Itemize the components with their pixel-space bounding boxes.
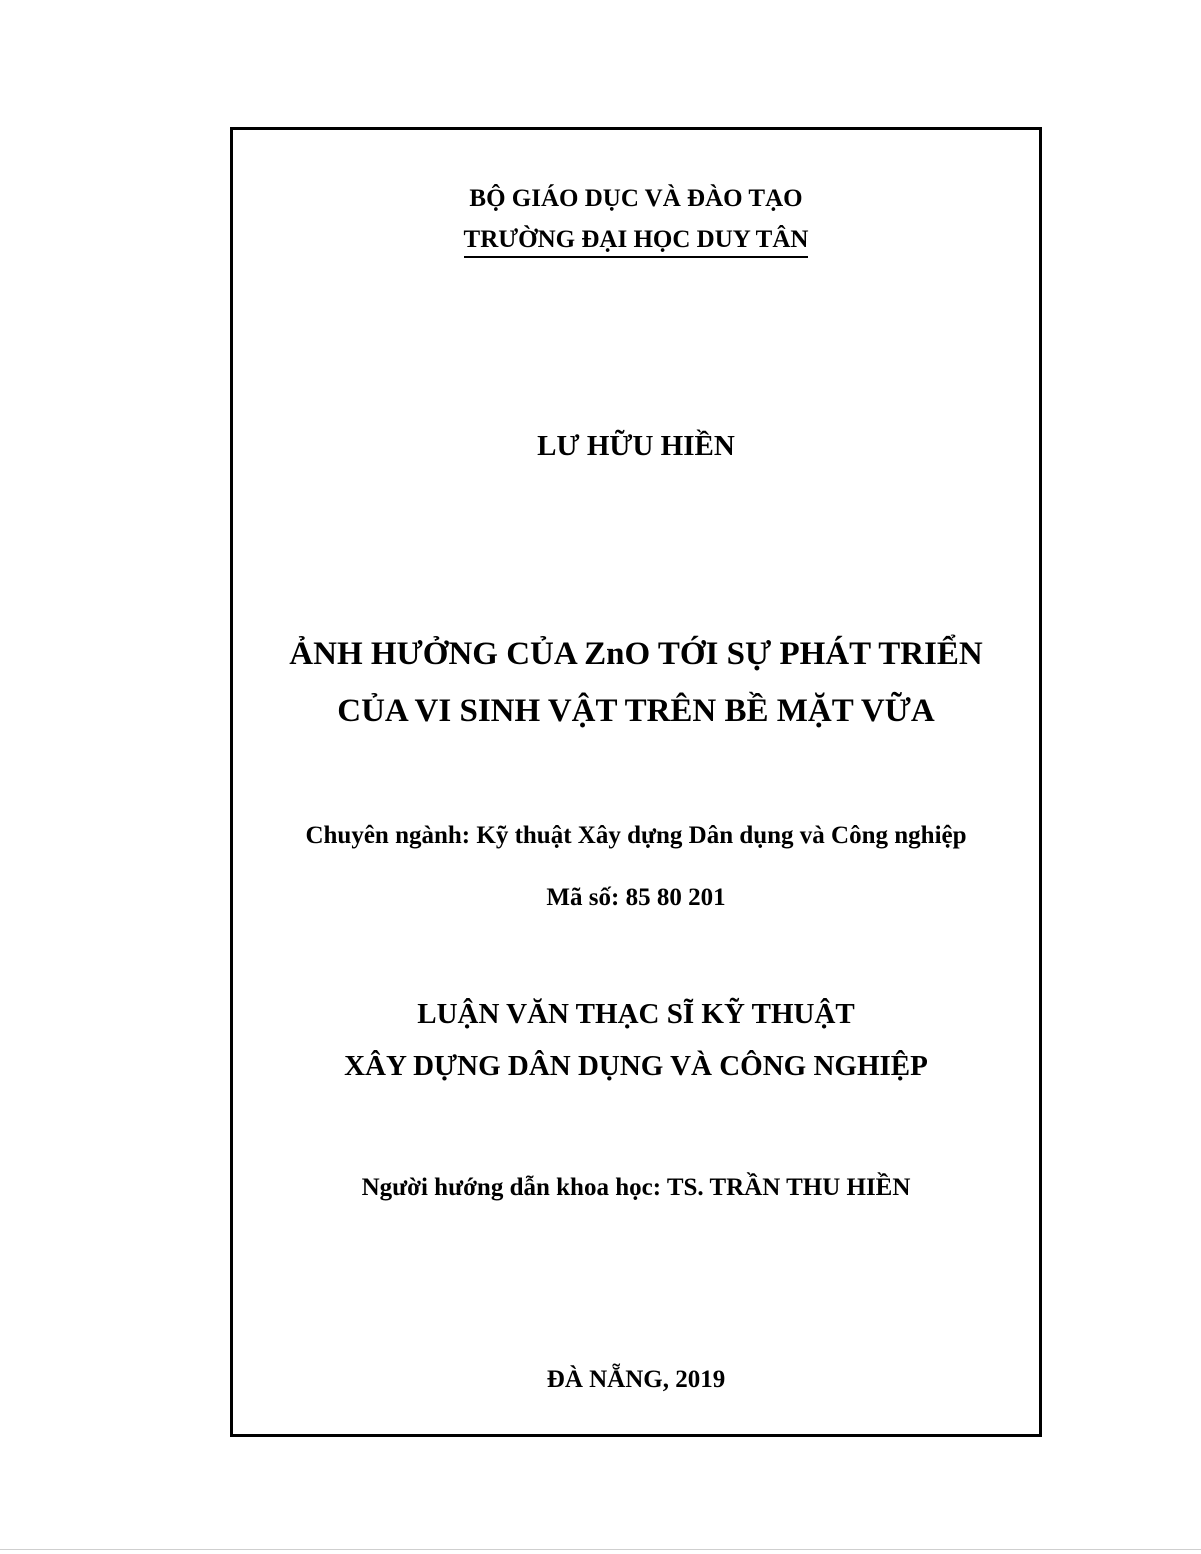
place-and-year: ĐÀ NẴNG, 2019 (546, 1366, 726, 1393)
advisor-label: Người hướng dẫn khoa học: TS. TRẦN THU HIỀN (361, 1174, 911, 1201)
thesis-title-line-2: CỦA VI SINH VẬT TRÊN BỀ MẶT VỮA (337, 693, 935, 729)
author-name: LƯ HỮU HIỀN (537, 430, 735, 462)
page-bottom-divider (0, 1549, 1201, 1550)
ministry-name: BỘ GIÁO DỤC VÀ ĐÀO TẠO (469, 185, 803, 212)
university-name-wrapper (233, 227, 1039, 258)
degree-line-1: LUẬN VĂN THẠC SĨ KỸ THUẬT (417, 998, 855, 1030)
major-label: Chuyên ngành: Kỹ thuật Xây dựng Dân dụng và Công nghiệp (305, 822, 967, 849)
cover-page-border (230, 127, 1042, 1437)
major-code: Mã số: 85 80 201 (546, 884, 726, 911)
thesis-title-line-1: ẢNH HƯỞNG CỦA ZnO TỚI SỰ PHÁT TRIỂN (289, 636, 983, 672)
university-name: TRƯỜNG ĐẠI HỌC DUY TÂN (464, 227, 809, 258)
degree-line-2: XÂY DỰNG DÂN DỤNG VÀ CÔNG NGHIỆP (344, 1050, 928, 1082)
